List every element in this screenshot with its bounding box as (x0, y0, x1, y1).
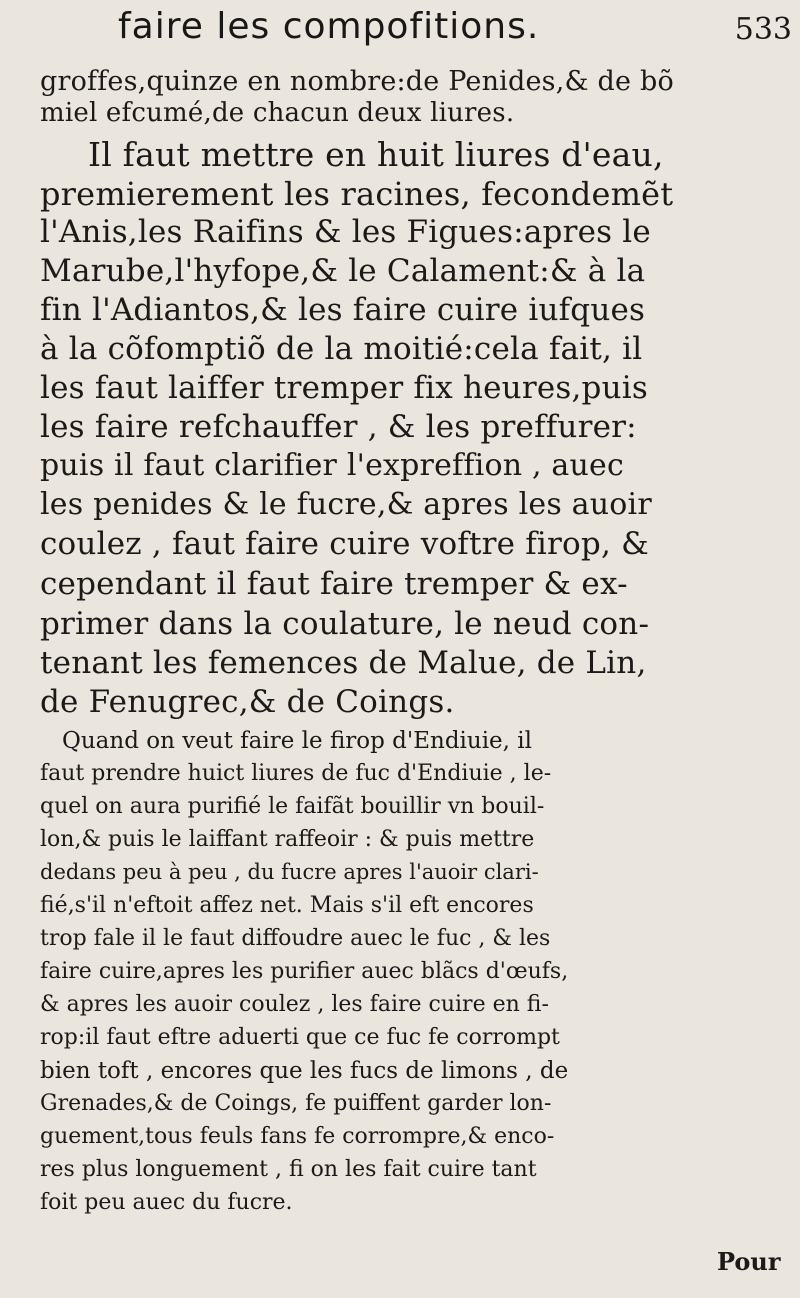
page-header (118, 6, 798, 62)
text-line: primer dans la coulature, le neud con- (40, 606, 650, 642)
text-line: lon,& puis le laiffant raffeoir : & puis mettre (40, 827, 535, 852)
text-line: Il faut mettre en huit liures d'eau, (88, 135, 664, 174)
text-line: premierement les racines, fecondemẽt (40, 175, 674, 213)
text-line: les faut laiffer tremper fix heures,puis (40, 370, 648, 406)
text-line: quel on aura purifié le faifãt bouillir vn bouil- (40, 794, 545, 819)
text-line: les penides & le fucre,& apres les auoir (40, 487, 652, 522)
text-line: puis il faut clarifier l'expreffion , auec (40, 448, 624, 483)
text-line: guement,tous feuls fans fe corrompre,& enco- (40, 1124, 555, 1149)
text-line: Marube,l'hyfope,& le Calament:& à la (40, 253, 646, 289)
text-line: tenant les femences de Malue, de Lin, (40, 645, 647, 681)
text-line: miel efcumé,de chacun deux liures. (40, 98, 515, 128)
text-line: l'Anis,les Raifins & les Figues:apres le (40, 214, 651, 250)
text-line: fié,s'il n'eftoit affez net. Mais s'il eft encores (40, 893, 534, 918)
text-line: Grenades,& de Coings, fe puiffent garder lon- (40, 1091, 552, 1116)
text-line: foit peu auec du fucre. (40, 1190, 293, 1215)
text-line: fin l'Adiantos,& les faire cuire iufques (40, 292, 646, 328)
text-line: Quand on veut faire le firop d'Endiuie, il (62, 728, 533, 754)
text-line: & apres les auoir coulez , les faire cuire en fi- (40, 992, 549, 1017)
text-line: coulez , faut faire cuire voftre firop, & (40, 526, 649, 562)
text-line: groffes,quinze en nombre:de Penides,& de bõ (40, 66, 674, 97)
text-line: bien toft , encores que les fucs de limons , de (40, 1058, 569, 1084)
text-line: trop fale il le faut diffoudre auec le fuc , & les (40, 926, 551, 951)
text-line: faire cuire,apres les purifier auec blãcs d'œufs, (40, 959, 569, 984)
text-line: cependant il faut faire tremper & ex- (40, 566, 628, 602)
text-line: de Fenugrec,& de Coings. (40, 684, 455, 720)
text-line: rop:il faut eftre aduerti que ce fuc fe corrompt (40, 1025, 560, 1050)
page-number: 533 (734, 12, 792, 47)
text-line: faut prendre huict liures de fuc d'Endiuie , le- (40, 761, 552, 786)
text-line: dedans peu à peu , du fucre apres l'auoir clari- (40, 860, 539, 884)
text-line: à la cõfomptiõ de la moitié:cela fait, il (40, 331, 643, 367)
running-title: faire les compofitions. (118, 6, 540, 47)
text-line: les faire refchauffer , & les preffurer: (40, 409, 637, 445)
text-line: res plus longuement , fi on les fait cuire tant (40, 1157, 537, 1182)
catchword: Pour (717, 1247, 781, 1276)
